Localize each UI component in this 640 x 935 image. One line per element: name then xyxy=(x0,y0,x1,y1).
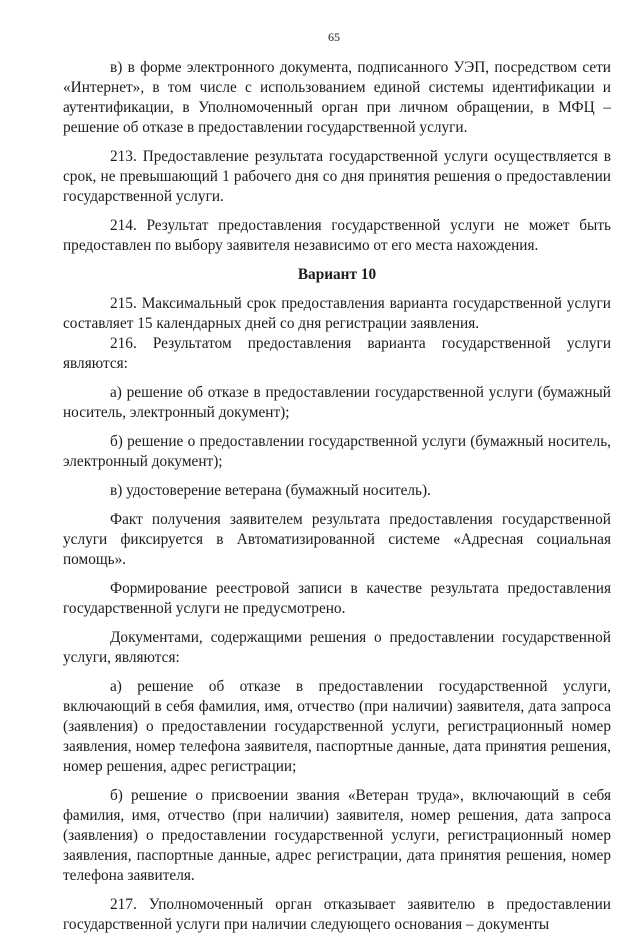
paragraph-215: 215. Максимальный срок предоставления варианта государственной услуги составляет 15 календарных дней со дня регистрации заявления. xyxy=(63,295,611,332)
paragraph-213: 213. Предоставление результата государственной услуги осуществляется в срок, не превышающий 1 рабочего дня со дня принятия решения о предоставлении государственной услуги. xyxy=(63,148,611,205)
paragraph-result-fixation: Факт получения заявителем результата предоставления государственной услуги фиксируется в Автоматизированной системе «Адресная социальная помощь». xyxy=(63,511,611,568)
paragraph-216-b: б) решение о предоставлении государственной услуги (бумажный носитель, электронный документ); xyxy=(63,433,611,470)
paragraph-216: 216. Результатом предоставления варианта государственной услуги являются: xyxy=(63,335,611,372)
paragraph-decision-documents-a: а) решение об отказе в предоставлении государственной услуги, включающий в себя фамилия, имя, отчество (при наличии) заявителя, дата запроса (заявления) о предоставлении государственной услуги, регистрационный номер заявления, номер телефона заявителя, паспортные данные, дата принятия решения, номер решения, адрес регистрации; xyxy=(63,678,611,775)
paragraph-registry-record: Формирование реестровой записи в качестве результата предоставления государственной услуги не предусмотрено. xyxy=(63,580,611,617)
paragraph-decision-documents-b: б) решение о присвоении звания «Ветеран труда», включающий в себя фамилия, имя, отчество (при наличии) заявителя, номер решения, дата запроса (заявления) о предоставлении государственной услуги, регистрационный номер заявления, паспортные данные, адрес регистрации, дата принятия решения, номер телефона заявителя. xyxy=(63,787,611,884)
paragraph-decision-documents: Документами, содержащими решения о предоставлении государственной услуги, являются: xyxy=(63,629,611,666)
paragraph-216-a: а) решение об отказе в предоставлении государственной услуги (бумажный носитель, электронный документ); xyxy=(63,384,611,421)
paragraph-v-electronic-document: в) в форме электронного документа, подписанного УЭП, посредством сети «Интернет», в том числе с использованием единой системы идентификации и аутентификации, в Уполномоченный орган при личном обращении, в МФЦ – решение об отказе в предоставлении государственной услуги. xyxy=(63,59,611,136)
paragraph-216-v: в) удостоверение ветерана (бумажный носитель). xyxy=(110,482,431,499)
paragraph-217: 217. Уполномоченный орган отказывает заявителю в предоставлении государственной услуги при наличии следующего основания – документы xyxy=(63,896,611,933)
paragraph-214: 214. Результат предоставления государственной услуги не может быть предоставлен по выбору заявителя независимо от его места нахождения. xyxy=(63,217,611,254)
page-number: 65 xyxy=(328,30,340,44)
section-heading: Вариант 10 xyxy=(297,266,377,283)
